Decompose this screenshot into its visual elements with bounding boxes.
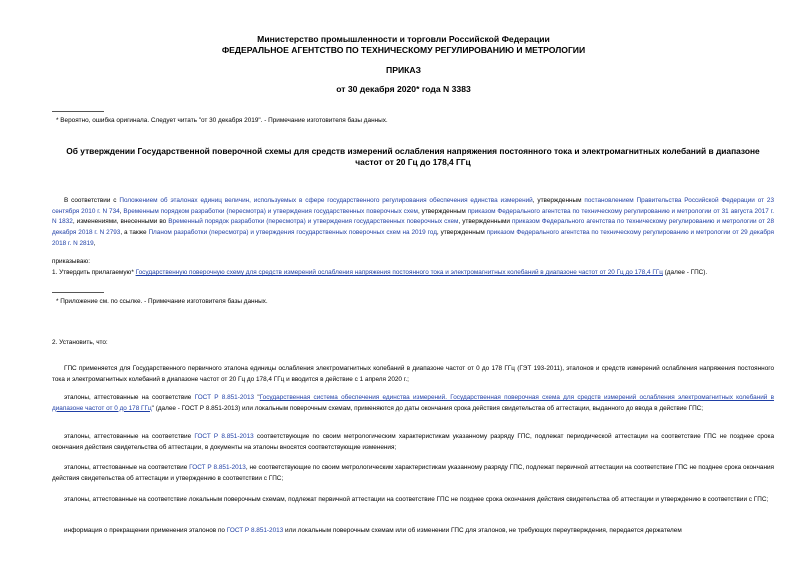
item-1: 1. Утвердить прилагаемую* Государственную поверочную схему для средств измерений ослабления напряжения постоянного тока и электромагнитных колебаний в диапазоне частот от 20 Гц до 178,4 ГГц (далее - ГПС). <box>52 269 708 276</box>
preamble-paragraph: В соответствии с Положением об эталонах единиц величин, используемых в сфере государственного регулирования обеспечения единства измерений, утвержденным постановлением Правительства Российской Федерации от 23 сентября 2010 г. N 734, Временным порядком разработки (пересмотра) и утверждения государственных поверочных схем, утвержденным приказом Федерального агентства по техническому регулированию и метрологии от 31 августа 2017 г. N 1832, изменениями, внесенными во Временный порядок разработки (пересмотра) и утверждения государственных поверочных схем, утвержденными приказом Федерального агентства по техническому регулированию и метрологии от 28 декабря 2018 г. N 2793, а также Планом разработки (пересмотра) и утверждения государственных поверочных схем на 2019 год, утвержденным приказом Федерального агентства по техническому регулированию и метрологии от 29 декабря 2018 г. N 2819, <box>52 197 775 247</box>
paragraph-etalons-c: эталоны, аттестованные на соответствие ГОСТ Р 8.851-2013, не соответствующие по своим метрологическим характеристикам указанному разряду ГПС, подлежат первичной аттестации на соответствие ГПС не позднее срока окончания действия свидетельства об аттестации и утверждению в соответствии с ГПС; <box>52 464 775 482</box>
footnote-rule-2 <box>52 292 104 293</box>
link-order-2819[interactable]: приказом Федерального агентства по техническому регулированию и метрологии от 29 декабря 2018 г. N 2819 <box>52 229 774 247</box>
link-plan-2019[interactable]: Планом разработки (пересмотра) и утверждения государственных поверочных схем на 2019 год <box>148 229 437 237</box>
link-gost-8851-a[interactable]: ГОСТ Р 8.851-2013 <box>194 394 255 401</box>
link-order-2793[interactable]: приказом Федерального агентства по техническому регулированию и метрологии от 28 декабря 2018 г. N 2793 <box>52 218 775 237</box>
footnote-date: * Вероятно, ошибка оригинала. Следует читать "от 30 декабря 2019". - Примечание изготовителя базы данных. <box>56 117 388 124</box>
link-government-decree[interactable]: постановлением Правительства Российской Федерации от 23 сентября 2010 г. N 734 <box>52 197 775 215</box>
link-gost-8851-e[interactable]: ГОСТ Р 8.851-2013 <box>226 527 284 534</box>
paragraph-etalons-d: эталоны, аттестованные на соответствие локальным поверочным схемам, подлежат первичной аттестации на соответствие ГПС не позднее срока окончания действия свидетельства об аттестации и утверждению в соответствии с ГПС; <box>64 496 769 503</box>
footnote-appendix: * Приложение см. по ссылке. - Примечание изготовителя базы данных. <box>56 298 268 305</box>
link-gost-8851-b[interactable]: ГОСТ Р 8.851-2013 <box>194 433 254 440</box>
link-order-1832[interactable]: приказом Федерального агентства по техническому регулированию и метрологии от 31 августа 2017 г. N 1832 <box>52 207 774 226</box>
link-regulation-etalons[interactable]: Положением об эталонах единиц величин, используемых в сфере государственного регулирования обеспечения единства измерений <box>119 197 533 204</box>
paragraph-gps-scope: ГПС применяется для Государственного первичного эталона единицы ослабления электромагнитных колебаний в диапазоне частот от 0 до 178 ГГц (ГЭТ 193-2011), эталонов и средств измерений ослабления напряжения постоянного тока и электромагнитных колебаний в диапазоне частот от 20 Гц до 178,4 ГГц и вводится в действие с 1 апреля 2020 г.; <box>52 365 774 383</box>
document-type: ПРИКАЗ <box>386 65 421 75</box>
link-gost-8851-c[interactable]: ГОСТ Р 8.851-2013 <box>189 464 246 471</box>
document-date: от 30 декабря 2020* года N 3383 <box>336 84 471 94</box>
link-temporary-procedure-changes[interactable]: Временный порядок разработки (пересмотра) и утверждения государственных поверочных схем <box>168 218 459 226</box>
link-state-verification-scheme[interactable]: Государственную поверочную схему для средств измерений ослабления напряжения постоянного тока и электромагнитных колебаний в диапазоне частот от 20 Гц до 178,4 ГГц <box>135 269 663 276</box>
paragraph-information: информация о прекращении применения эталонов по ГОСТ Р 8.851-2013 или локальным поверочным схемам или об изменении ГПС для эталонов, не требующих переутверждения, передается держателем <box>64 527 682 534</box>
order-word: приказываю: <box>52 258 90 265</box>
paragraph-etalons-a: эталоны, аттестованные на соответствие ГОСТ Р 8.851-2013 "Государственная система обеспечения единства измерений. Государственная поверочная схема для средств измерений ослабления электромагнитных колебаний в диапазоне частот от 0 до 178 ГГц" (далее - ГОСТ Р 8.851-2013) или локальным поверочным схемам, применяются до даты окончания срока действия свидетельства об аттестации, выданного до ввода в действие ГПС; <box>52 394 775 412</box>
agency-name: ФЕДЕРАЛЬНОЕ АГЕНТСТВО ПО ТЕХНИЧЕСКОМУ РЕГУЛИРОВАНИЮ И МЕТРОЛОГИИ <box>221 45 586 55</box>
document-title: Об утверждении Государственной поверочной схемы для средств измерений ослабления напряжения постоянного тока и электромагнитных колебаний в диапазоне частот от 20 Гц до 178,4 ГГц <box>66 146 760 167</box>
ministry-name: Министерство промышленности и торговли Российской Федерации <box>257 34 550 44</box>
link-temporary-procedure[interactable]: Временным порядком разработки (пересмотра) и утверждения государственных поверочных схем <box>123 207 418 215</box>
document-header <box>0 34 807 95</box>
link-gost-8851-title[interactable]: Государственная система обеспечения единства измерений. Государственная поверочная схема для средств измерений ослабления электромагнитных колебаний в диапазоне частот от 0 до 178 ГГц <box>52 394 775 412</box>
paragraph-etalons-b: эталоны, аттестованные на соответствие ГОСТ Р 8.851-2013 соответствующие по своим метрологическим характеристикам указанному разряду ГПС, подлежат периодической аттестации на соответствие ГПС не позднее срока окончания действия свидетельства об аттестации, в документы на эталоны вносятся соответствующие изменения; <box>52 433 775 451</box>
item-2: 2. Установить, что: <box>52 339 108 346</box>
footnote-rule <box>52 111 104 112</box>
